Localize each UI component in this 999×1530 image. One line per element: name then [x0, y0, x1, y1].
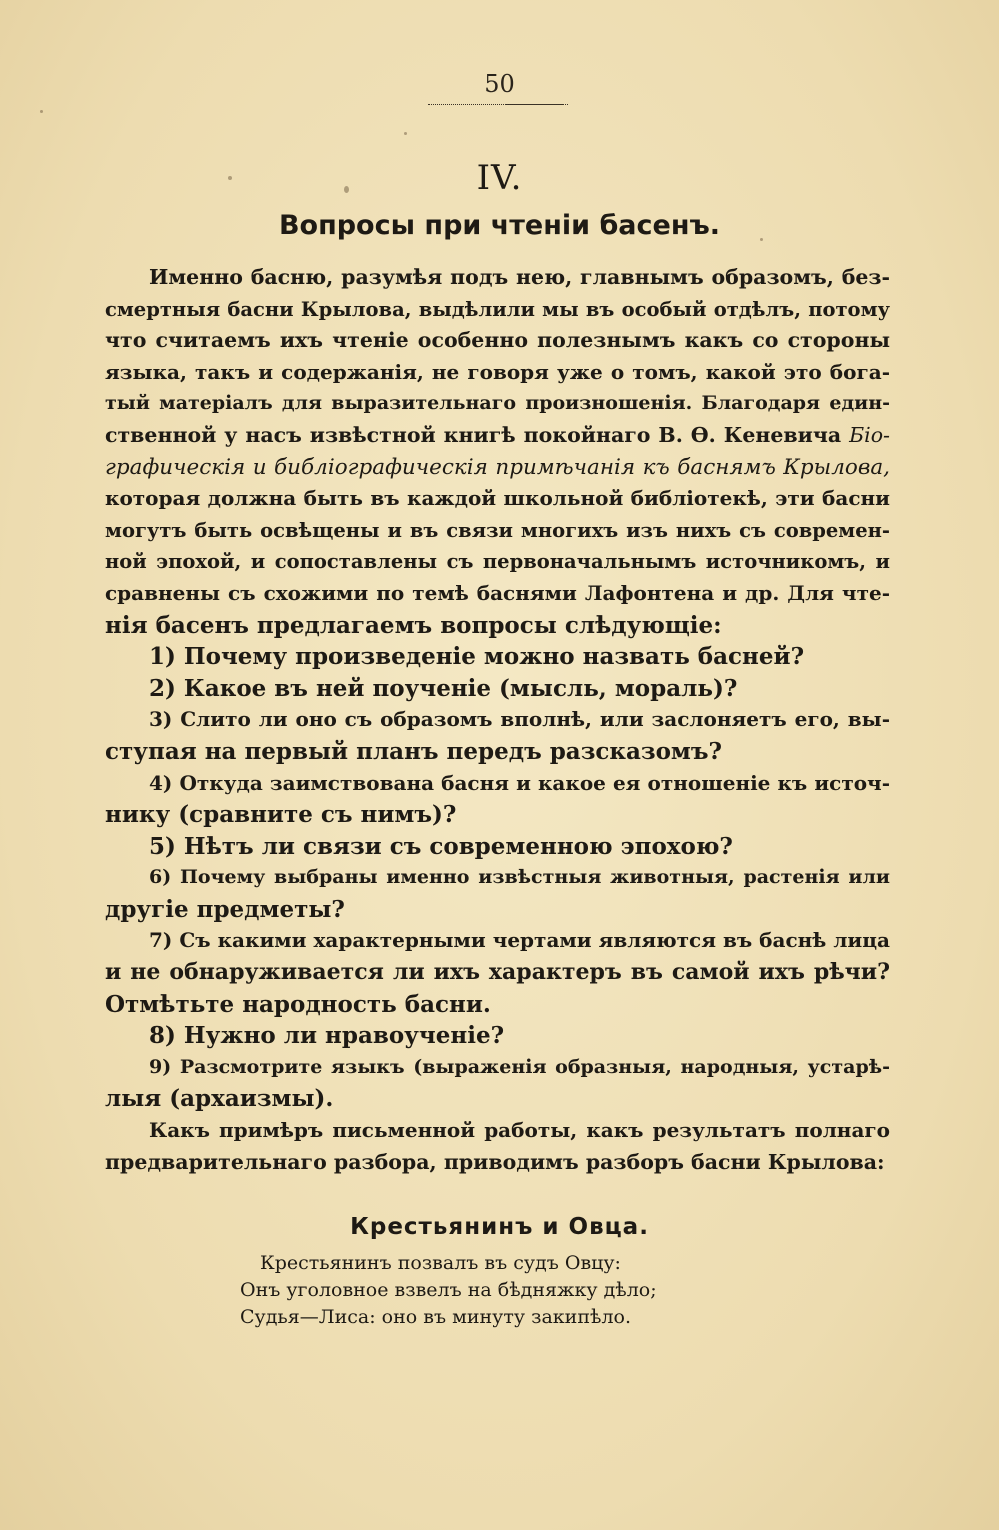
verse-line: Крестьянинъ позвалъ въ судъ Овцу:	[260, 1252, 621, 1274]
question-1: 1) Почему произведенiе можно назвать басней?	[149, 643, 805, 671]
section-title: Вопросы при чтенiи басенъ.	[278, 210, 721, 241]
question-7-cont: и не обнаруживается ли ихъ характеръ въ самой ихъ рѣчи?	[105, 959, 890, 986]
header-rule-right	[505, 104, 563, 105]
verse-line: Онъ уголовное взвелъ на бѣдняжку дѣло;	[240, 1279, 657, 1301]
text-line: могутъ быть освѣщены и въ связи многихъ изъ нихъ съ современ-	[105, 518, 890, 542]
text-line: которая должна быть въ каждой школьной библiотекѣ, эти басни	[105, 486, 890, 511]
question-3: 3) Слито ли оно съ образомъ вполнѣ, или заслоняетъ его, вы-	[149, 707, 890, 732]
page-header	[0, 70, 999, 98]
paper-speck	[344, 186, 349, 193]
question-4: 4) Откуда заимствована басня и какое ея отношенiе къ источ-	[149, 770, 890, 795]
question-7: 7) Съ какими характерными чертами являются въ баснѣ лица	[149, 928, 890, 953]
question-8: 8) Нужно ли нравоученiе?	[149, 1022, 505, 1050]
text-line: что считаемъ ихъ чтенiе особенно полезнымъ какъ со стороны	[105, 328, 890, 353]
body-text	[105, 262, 890, 1178]
text-line: Именно басню, разумѣя подъ нею, главнымъ образомъ, без-	[149, 265, 890, 289]
question-4-cont: нику (сравните съ нимъ)?	[105, 801, 457, 829]
question-2: 2) Какое въ ней поученiе (мысль, мораль)?	[149, 674, 738, 702]
book-title-italic-line: графическiя и библiографическiя примѣчанiя къ баснямъ Крылова,	[105, 454, 890, 480]
text-line: сравнены съ схожими по темѣ баснями Лафонтена и др. Для чте-	[105, 580, 890, 605]
text-line: нiя басенъ предлагаемъ вопросы слѣдующiе:	[105, 611, 722, 639]
fable-verse	[240, 1250, 760, 1331]
question-6-cont: другiе предметы?	[105, 895, 345, 923]
section-numeral: IV.	[476, 158, 523, 198]
text-line: языка, такъ и содержанiя, не говоря уже о томъ, какой это бога-	[105, 359, 890, 384]
question-9: 9) Разсмотрите языкъ (выраженiя образныя, народныя, устарѣ-	[149, 1055, 890, 1078]
text-segment: ственной у насъ извѣстной книгѣ покойнаго В. Ѳ. Кеневича	[105, 422, 842, 447]
text-line: тый матерiалъ для выразительнаго произношенiя. Благодаря един-	[105, 392, 890, 415]
page-number: 50	[484, 70, 515, 98]
question-3-cont: ступая на первый планъ передъ разсказомъ?	[105, 737, 723, 765]
question-5: 5) Нѣтъ ли связи съ современною эпохою?	[149, 832, 733, 860]
closing-line: предварительнаго разбора, приводимъ разборъ басни Крылова:	[105, 1149, 885, 1174]
verse-line: Судья—Лиса: оно въ минуту закипѣло.	[240, 1306, 631, 1328]
fable-title: Крестьянинъ и Овца.	[350, 1214, 649, 1240]
paper-speck	[404, 132, 407, 135]
paper-speck	[228, 176, 232, 180]
paper-speck	[760, 238, 763, 241]
text-line: ной эпохой, и сопоставлены съ первоначальнымъ источникомъ, и	[105, 550, 890, 574]
text-line	[105, 420, 890, 452]
question-7-cont: Отмѣтьте народность басни.	[105, 990, 491, 1018]
text-line: смертныя басни Крылова, выдѣлили мы въ особый отдѣлъ, потому	[105, 297, 890, 321]
question-6: 6) Почему выбраны именно извѣстныя животныя, растенiя или	[149, 866, 890, 889]
question-9-cont: лыя (архаизмы).	[105, 1085, 334, 1113]
book-title-italic: Бiо-	[849, 422, 890, 447]
closing-line: Какъ примѣръ письменной работы, какъ результатъ полнаго	[149, 1118, 890, 1143]
paper-speck	[40, 110, 43, 113]
